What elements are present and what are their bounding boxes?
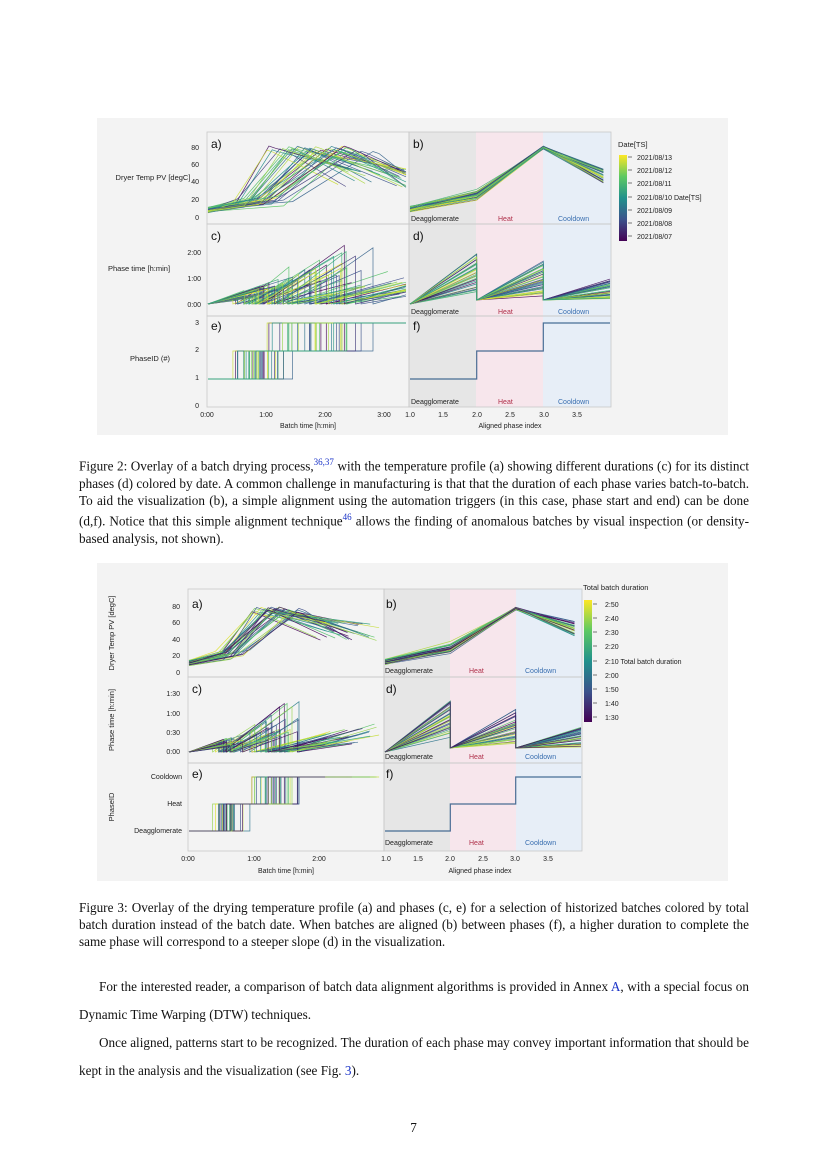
fig2-xtick-0300: 3:00 [377,412,391,419]
fig3-atick-1-5: 1.5 [413,856,423,863]
fig3-letter-b: b) [386,597,397,611]
fig3-ytick-time-030: 0:30 [166,730,180,737]
fig2-ytick-temp-60: 60 [191,162,199,169]
annex-a-link[interactable]: A [610,979,621,994]
fig3-letter-f: f) [386,767,394,781]
fig3-ytick-heat: Heat [167,801,182,808]
fig3-legend-entry-4: 2:20 [605,644,619,651]
fig3-legend-entry-3: 2:30 [605,630,619,637]
fig2-ytick-temp-80: 80 [191,145,199,152]
fig2-panel-c-series [208,245,406,304]
fig2-d-label-cooldown: Cooldown [558,309,590,316]
fig3-atick-1-0: 1.0 [381,856,391,863]
fig2-letter-c: c) [211,229,221,243]
fig3-legend-entry-6: 2:00 [605,673,619,680]
fig3-ytick-time-100: 1:00 [166,711,180,718]
fig2-ytick-time-200: 2:00 [187,250,201,257]
fig3-ytick-time-000: 0:00 [166,749,180,756]
fig2-ytick-time-000: 0:00 [187,302,201,309]
fig2-ylabel-temp: Dryer Temp PV [degC] [115,173,191,182]
fig2-atick-3-0: 3.0 [539,412,549,419]
fig2-legend-entry-3: 2021/08/11 [637,181,672,188]
fig2-letter-a: a) [211,137,222,151]
fig2-f-label-heat: Heat [498,399,513,406]
fig3-f-label-heat: Heat [469,840,484,847]
fig3-ytick-temp-60: 60 [172,620,180,627]
fig3-ylabel-temp: Dryer Temp PV [degC] [107,595,116,671]
fig2-letter-b: b) [413,137,424,151]
fig2-panel-e-series [208,323,406,379]
fig3-letter-e: e) [192,767,203,781]
fig2-b-label-heat: Heat [498,216,513,223]
fig3-letter-d: d) [386,682,397,696]
fig3-ytick-temp-40: 40 [172,637,180,644]
fig2-atick-3-5: 3.5 [572,412,582,419]
paragraph-patterns [79,1029,749,1085]
fig2-ytick-time-100: 1:00 [187,276,201,283]
fig3-legend-entry-1: 2:50 [605,602,619,609]
fig3-atick-2-0: 2.0 [445,856,455,863]
citation-46[interactable]: 46 [342,512,352,522]
fig3-aligned-xlabel: Aligned phase index [448,868,512,875]
fig3-xtick-0100: 1:00 [247,856,261,863]
fig3-atick-3-0: 3.0 [510,856,520,863]
fig3-f-label-deagglomerate: Deagglomerate [385,840,433,847]
citation-separator: , [322,457,325,467]
fig2-xlabel: Batch time [h:min] [279,423,337,430]
fig3-letter-a: a) [192,597,203,611]
fig3-legend-entry-9: 1:30 [605,715,619,722]
fig2-ylabel-phaseid: PhaseID (#) [129,354,171,363]
figure-2-caption-part3: allows the finding of anomalous batches by visual inspection (or density-based analysis, not shown). [79,513,749,546]
fig3-ytick-cooldown: Cooldown [150,774,182,781]
fig3-panel-c-series [189,702,379,752]
fig3-ylabel-phase-time: Phase time [h:min] [107,688,116,752]
paragraph-patterns-text-a: Once aligned, patterns start to be recognized. The duration of each phase may convey important information that should be kept in the analysis and the visualization (see Fig. [79,1035,749,1078]
f3-temp-trace [189,611,370,661]
fig2-legend-entry-2: 2021/08/12 [637,168,673,175]
fig3-letter-c: c) [192,682,202,696]
fig2-atick-2-5: 2.5 [505,412,515,419]
fig2-legend-entry-4: 2021/08/10 Date[TS] [637,195,702,202]
fig2-legend-colorbar [619,155,627,241]
fig2-d-label-deagglomerate: Deagglomerate [411,309,459,316]
paragraph-annex-text-a: For the interested reader, a comparison of batch data alignment algorithms is provided in Annex [99,979,609,994]
fig3-atick-2-5: 2.5 [478,856,488,863]
fig3-atick-3-5: 3.5 [543,856,553,863]
fig2-ytick-pid-3: 3 [195,320,199,327]
fig3-b-label-deagglomerate: Deagglomerate [385,668,433,675]
fig2-ytick-pid-2: 2 [195,347,199,354]
fig2-ylabel-phase-time: Phase time [h:min] [107,264,171,273]
figure-2 [97,118,728,435]
fig2-b-label-cooldown: Cooldown [558,216,590,223]
fig3-b-label-cooldown: Cooldown [525,668,557,675]
fig3-ytick-temp-80: 80 [172,604,180,611]
fig3-ytick-deagglomerate: Deagglomerate [134,828,182,835]
fig3-panel-e-series [189,777,379,831]
fig3-xtick-0200: 2:00 [312,856,326,863]
fig2-letter-f: f) [413,319,421,333]
figure-3-label: Figure 3: [79,900,128,915]
fig3-legend-entry-8: 1:40 [605,701,619,708]
fig3-xtick-0000: 0:00 [181,856,195,863]
fig2-xtick-0100: 1:00 [259,412,273,419]
fig2-legend-entry-6: 2021/08/08 [637,221,673,228]
fig3-ytick-time-130: 1:30 [166,691,180,698]
figure-3-link[interactable]: 3 [344,1063,352,1078]
fig2-atick-1-0: 1.0 [405,412,415,419]
fig2-letter-e: e) [211,319,222,333]
fig2-legend-entry-1: 2021/08/13 [637,155,673,162]
fig3-b-label-heat: Heat [469,668,484,675]
figure-3 [97,563,728,881]
fig2-ytick-temp-20: 20 [191,197,199,204]
figure-2-caption-part2: with the temperature profile (a) showing different durations (c) for its distinct phases (d) colored by date. A common challenge in manufacturing is that that the duration of each phase varies batch-to-batch. To aid the visualization (b), a simple alignment using the automation triggers (in this case, phase start and end) can be done (d,f). Notice that this simple alignment technique [79,458,749,529]
fig3-ytick-temp-0: 0 [176,670,180,677]
fig3-f-label-cooldown: Cooldown [525,840,557,847]
citation-36[interactable]: 36 [313,457,323,467]
fig2-legend-entry-7: 2021/08/07 [637,234,673,241]
fig2-panel-a-series [208,146,406,213]
fig2-aligned-xlabel: Aligned phase index [478,423,542,430]
citation-37[interactable]: 37 [324,457,334,467]
fig2-d-label-heat: Heat [498,309,513,316]
fig2-atick-1-5: 1.5 [438,412,448,419]
fig3-legend-title: Total batch duration [583,583,649,592]
figure-3-caption [79,899,749,951]
fig2-f-label-deagglomerate: Deagglomerate [411,399,459,406]
fig2-legend-title: Date[TS] [618,140,648,149]
fig3-d-label-cooldown: Cooldown [525,754,557,761]
page-number: 7 [410,1120,417,1135]
fig3-legend-entry-5: 2:10 Total batch duration [605,659,682,666]
fig2-legend-entry-5: 2021/08/09 [637,208,673,215]
fig3-panel-a-series [189,607,379,666]
figure-2-caption [79,454,749,547]
fig2-letter-d: d) [413,229,424,243]
fig3-legend-colorbar [584,600,592,722]
f2-temp-trace [208,149,346,210]
f3-phase-id-trace [189,777,325,831]
fig2-xtick-0200: 2:00 [318,412,332,419]
fig2-xtick-0000: 0:00 [200,412,214,419]
fig3-d-label-heat: Heat [469,754,484,761]
fig2-ytick-temp-40: 40 [191,179,199,186]
fig3-xlabel: Batch time [h:min] [257,868,315,875]
paragraph-annex [79,973,749,1029]
fig2-f-label-cooldown: Cooldown [558,399,590,406]
fig2-atick-2-0: 2.0 [472,412,482,419]
fig3-ytick-temp-20: 20 [172,653,180,660]
paragraph-patterns-text-b: ). [351,1063,360,1078]
fig3-legend-entry-7: 1:50 [605,687,619,694]
fig2-ytick-temp-0: 0 [195,215,199,222]
fig3-ylabel-phaseid: PhaseID [107,792,116,822]
paragraph-annex-text-b: , with a special focus on Dynamic Time Warping (DTW) techniques. [79,979,749,1022]
fig2-b-label-deagglomerate: Deagglomerate [411,216,459,223]
fig2-ytick-pid-0: 0 [195,403,199,410]
figure-3-caption-text: Overlay of the drying temperature profile (a) and phases (c, e) for a selection of historized batches colored by total batch duration instead of the batch date. When batches are aligned (b) between phases (f), a higher duration to complete the same phase will correspond to a steeper slope (d) in the visualization. [79,900,750,950]
fig3-legend-entry-2: 2:40 [605,616,619,623]
fig2-ytick-pid-1: 1 [195,375,199,382]
figure-2-caption-part1: Overlay of a batch drying process, [130,458,314,474]
fig3-d-label-deagglomerate: Deagglomerate [385,754,433,761]
figure-2-label: Figure 2: [79,458,128,474]
